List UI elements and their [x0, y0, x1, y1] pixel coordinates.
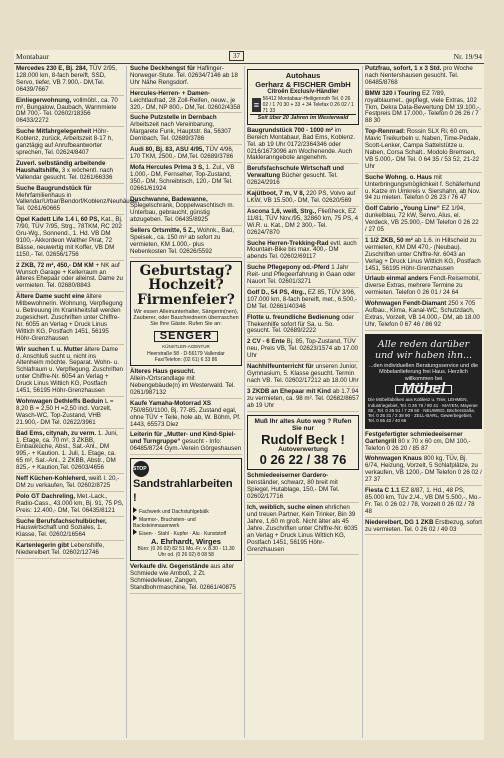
ad-title: Suche Berufsfachschulbücher,: [16, 517, 107, 525]
classified-ad: [365, 129, 482, 172]
ad-title: Opel Kadett Life 1.4 i, 60 PS,: [16, 216, 100, 224]
autohaus-address: 56412 Montabaur-Heiligenroth Tel. 0 26 02 / 1 70 30 + 33 + 34 Telefax 0 26 02 / 1 71 33: [262, 95, 354, 114]
classified-ad: [365, 66, 482, 89]
classified-ad: [16, 66, 124, 96]
ad-body: Mehrfamilienhaus in Vallendar/Urbar/Bendorf/Koblenz/Neuhäusel, Tel. 0261/60665: [16, 191, 140, 213]
ad-body: vollmöbl., ca. 70 m², Bungalow, Daubach, Warmmiete DM 700,- Tel. 02602/18356 06433/2272: [16, 96, 118, 125]
moebel-text: ...den individuellen Beratungsservice und die Möbelanlieferung frei Haus. Herzlich willkommen bei: [368, 362, 479, 382]
ad-body: unseren Junior, Gymnasium, 5. Klasse gesucht. Termin nach VB. Tel. 02602/17212 ab 18.00 Uhr: [247, 363, 359, 384]
beck-ad: [247, 415, 359, 471]
ad-title: Suche Wohng. o. Haus: [365, 173, 432, 181]
ad-title: Wohnwagen Dethleffs Beduin: [16, 397, 104, 405]
column-divider: [126, 66, 127, 738]
beck-phone: 0 26 22 / 38 76: [259, 452, 347, 468]
ad-title: Urlaub einmal anders: [365, 275, 428, 283]
senger-ad: [130, 261, 242, 366]
classified-ad: [365, 276, 482, 299]
classified-ad: [365, 432, 482, 455]
autohaus-since: Seit über 20 Jahren im Westerwald: [250, 114, 356, 122]
ad-title: 1 1/2 ZKB, 50 m²: [365, 236, 413, 244]
ad-body: Rossin SLX Ri; 60 cm, Mavic Treikurbeln u. Naben, Time-Pedale, Scott-Lenker, Campa Sattelstütze u. Naben, Corsa Schalt.. Modolo Bremsen, VB 5.000,- DM Tel. 0 64 35 / 53 52, 21-22 Uhr: [365, 128, 481, 170]
ad-title: Schmiedeeiserner Gardero-: [247, 472, 329, 480]
ad-title: 2 ZKB, 72 m², 450,- DM KM: [16, 261, 94, 269]
ad-body: Spiegelschrank, Doppelwaschtisch m. Unterbau, gebraucht, günstig abzugeben. Tel. 06435/8925: [130, 202, 235, 224]
ad-body: EZ 8/87, 1. Hd., 48 PS, 85.000 km, Tüv 2./4., VB DM 5.500,-, Mo.-Fr. Tel. 0 26 02 / 78, Vorzelt 0 26 02 / 78 48: [365, 487, 482, 515]
classified-ad: [365, 238, 482, 275]
ad-body: EZ 1/94, dunkelblau, 72 kW, Servo, Alus, el. Verdeck, VB 25.900,- DM Telefon 0 26 22 / 27 05: [365, 205, 479, 234]
ad-title: Duschwanne, Badewanne,: [130, 195, 208, 203]
beck-name: Rudolf Beck !: [261, 431, 345, 447]
ad-body: weiß I. 20,- DM zu verkaufen, Tel. 02602/8725: [16, 475, 120, 489]
ad-title: Verkaufe div. Gegenstände: [130, 563, 209, 571]
ad-body: benständer, schwarz, 80 breit mit Spiegel, Hutablage, 150,- DM Tel. 02602/17716: [247, 479, 340, 501]
classified-ad: [247, 166, 359, 189]
autohaus-brand: Citroën Exclusiv-Händler: [267, 89, 339, 95]
ad-body: ab 1.7.94 zu vermieten, ca. 98 m². Tel. 02682/8657 ab 19 Uhr: [247, 387, 360, 409]
classified-ad: [130, 369, 242, 399]
column-divider: [362, 66, 363, 738]
ad-title: Mercedes 230 E, Bj. 284,: [16, 65, 88, 72]
ad-body: Arbeitszeit nach Vereinbarung, Margarete Funk, Hauptstr. 8a, 56307 Dernbach, Tel. 02689/3786: [130, 121, 232, 143]
classified-ad: [16, 263, 124, 293]
ad-list: [130, 564, 242, 594]
newspaper-page: [14, 50, 484, 740]
column-divider: [244, 66, 245, 738]
classified-ad: [365, 520, 482, 536]
ad-title: Niederelbert, DG 1 ZKB: [365, 518, 434, 526]
classified-ad: [16, 294, 124, 344]
ad-title: Leiterin für „Mutter- und Kind-Spiel- und Turngruppe“: [130, 431, 236, 446]
ad-title: Wohnwagen Knaus: [365, 455, 422, 463]
ad-body: 250 x 705 Aufbau., Klima, Kanal-WC, Schutzdach, Extras, Vorzelt, VB 14.000,- DM, ab 18.00 Uhr, Telefon 0 67 46 / 86 92: [365, 300, 480, 328]
ad-body: ehrlichen und treuen Partner, Kein Trinker, Bin 39 Jahre, 1,60 m groß. Nicht älter als 45 Jahre. Zuschriften unter Chiffre-Nr. 6035 an Verlag + Druck Linus Wittich KG, Postfach 1451, 56195 Höhr-Grenzhausen: [247, 504, 358, 553]
ad-body: Fendt-Reisemobil, diverse Extras, mehrere Termine zu vermieten. Telefon 0 26 01 / 24 64: [365, 275, 480, 297]
ad-body: Bücher gesucht. Tel. 02624/2916: [247, 172, 338, 187]
ad-body: mit Unterbringungsmöglichkeit f. Schäferhund u. Katze im Umkreis v. Siershahn, ab Nov. 94 zu mieten. Telefon 0 26 23 / 76 47: [365, 173, 481, 202]
ad-body: gesucht - Info: 06485/8724 Gym.-Verein Görgeshausen: [130, 438, 242, 453]
ad-title: Ich, weiblich, suche einen: [247, 504, 323, 512]
sandstrahl-item: Eisen- · Stahl · Kupfer · Alu · Kunststoff: [133, 529, 239, 537]
ad-title: BMW 320 i Touring: [365, 89, 421, 97]
bullet-arrow-icon: [133, 529, 137, 535]
ad-title: Mofa Hercules Prima 3 S,: [130, 163, 204, 171]
classified-ad: [247, 290, 359, 313]
ad-title: Suche Deckhengst für: [130, 65, 196, 72]
classified-ad: [247, 364, 359, 387]
page-header: [14, 50, 484, 62]
classified-ad: [130, 66, 242, 89]
ad-title: Neff Küchen-Kohleherd,: [16, 475, 87, 483]
ad-body: 1 Jahr Reit- und Pflegeerfahrung in Gaan oder Nauort Tel. 02601/3271: [247, 264, 356, 286]
ad-title: Top-Rennrad:: [365, 128, 406, 136]
sandstrahl-item-list: [133, 507, 239, 537]
ad-body: Kat., Bj. 7/90, TÜV 7/95, Strg., 78TKM, RC 202 Gru-Wg., Sonnend., 1. Hd. VB DM 9100,- Akkordeon Walther Pirat, 72 Bässe, neuwertig mit Koffer, VB DM 1150,- Tel. 02656/1756: [16, 216, 123, 258]
ad-body: ältere Mitbewohnerin. Wohnung, Verpflegung u. Betreuung im Krankheitsfall werden zugesichert. Zuschriften unter Chiffre-Nr. 6055 an Verlag + Druck Linus Wittich KG, Postfach 1451, 56195 Höhr-Grenzhausen: [16, 293, 123, 342]
moebel-logo: Möbel: [395, 385, 452, 394]
stop-sign-icon: STOP: [133, 461, 149, 477]
ad-title: Wohnwagen Fendt-Diamant: [365, 300, 447, 308]
column-2: [130, 66, 242, 738]
senger-address: Heerstraße 58 · D-56179 Vallendar Fax/Telefon: (02 61) 6 33 86: [147, 351, 225, 364]
ad-title: Kajütboot, 7 m, V 8,: [247, 190, 305, 198]
ad-title: Ältere Dame sucht eine: [16, 293, 85, 301]
senger-logo: SENGER: [154, 331, 218, 342]
classified-ad: [247, 265, 359, 288]
issue-number: Nr. 19/94: [453, 52, 482, 61]
ad-title: Golf Cabrio „Young Line“: [365, 205, 440, 213]
sandstrahl-item: Fachwerk und Dachstuhlgebälk: [133, 507, 239, 515]
ad-title: Suche Baugrundstück für: [16, 184, 92, 192]
classified-ad: [16, 217, 124, 260]
senger-headline: Geburtstag? Hochzeit? Firmenfeier?: [137, 262, 235, 308]
moebel-address: Die Möbelfabriken aus Koblenz u. Trier, LEHMEN, Industriegebiet, Tel. 0 26 76 / 80 41 · MAYEN, Mayener Str., Tel. 0 26 51 / 7 29 50 · NEUWIED, Bücherstraße, Tel. 0 26 31 / 2 38 90 · ZELL-BARL, Gewerbegebiet, Tel. 0 65 42 / 40 66: [368, 397, 478, 424]
ad-title: 2 CV - 6 Ente: [247, 338, 285, 346]
moebel-headline: Alle reden darüber und wir haben ihn...: [374, 338, 473, 361]
ad-list: [247, 473, 359, 555]
sandstrahl-name: A. Ehrhardt, Wirges: [151, 537, 221, 547]
autohaus-row: [250, 96, 356, 114]
ad-list: [365, 432, 482, 536]
ad-body: ältere Dame d. Anschluß sucht u. nicht ins Altenheim möchte. Separat. Wohn- u. Schlafraum u. Verpflegung. Zuschriften unter Chiffre-Nr. 6054 an Verlag + Druck Linus Wittich KG, Postfach 1451, 56195 Höhr-Grenzhausen: [16, 345, 123, 395]
ad-title: Einliegerwohnung,: [16, 96, 72, 104]
ad-title: Ascona 1,6, weiß, Strg.,: [247, 207, 317, 215]
ad-title: Zuverl. selbständig arbeitende Haushaltshilfe,: [16, 159, 106, 174]
classified-ad: [16, 519, 124, 542]
header-town: Montabaur: [16, 52, 49, 61]
ad-body: Hauswirtschaft und Soziales, 1. Klasse, Tel. 02602/16564: [16, 524, 103, 539]
classified-ad: [247, 209, 359, 239]
ad-title: Golf D., 54 PS, 4trg.,: [247, 288, 307, 296]
sandstrahl-item: Marmor-, Bruchstein- und Backsteinmauerwerk: [133, 517, 196, 530]
senger-text: Wir essen Alleinunterhalter, Sängerin(nen), Zauberer, oder Bauchrednerin überraschen Sie Ihre Gäste. Rufen Sie an:: [133, 309, 239, 328]
ad-body: Haflinger-Norweger-Stute. Tel. 02634/7146 ab 18 Uhr Nähe Rengsdorf.: [130, 65, 238, 86]
classified-ad: [130, 91, 242, 114]
ad-body: 1. Zul., VB 1.000,- DM, Fernseher, Top-Zustand, 350,- DM, Schreibtisch, 120,- DM Tel. 02661/61924: [130, 163, 235, 192]
sandstrahl-hours: Büro: (0 26 02) 82 51 Mo.-Fr. v. 8.30 - 11.30 Uhr od. (0 26 02) 8 08 58: [137, 546, 235, 559]
ad-body: TÜV 2/95, 128.000 km, 8-fach bereift, SSD, Servo, tiefer, VB 7.900,- DM,Tel. 06439/7667: [16, 65, 118, 93]
classified-ad: [365, 206, 482, 236]
column-3: [247, 66, 359, 738]
citroen-logo-icon: ≡: [253, 99, 259, 110]
ad-title: Baugrundstück 700 - 1000 m²: [247, 126, 333, 134]
ad-body: oder Thekenhilfe sofort für Sa. u. So. gesucht. Tel. 02689/2222: [247, 313, 354, 335]
ad-body: 800 kg, TÜv, Bj. 6/74, Heizung, Vorzelt, 5 Schlafplätze, zu verkaufen, VB 1200,- DM Telefon 0 26 02 / 27 37: [365, 455, 482, 484]
classified-ad: [130, 165, 242, 195]
ad-title: Älteres Haus gesucht.: [130, 368, 195, 376]
classified-ad: [247, 128, 359, 165]
classified-ad: [365, 456, 482, 486]
header-rule: [14, 63, 484, 64]
ad-body: Erstbezug, sofort zu vermieten. Tel. 0 26 02 / 49 03: [365, 518, 482, 533]
classified-ad: [365, 175, 482, 205]
ad-title: Polo GT Dachreling,: [16, 492, 76, 500]
classified-ad: [130, 115, 242, 145]
ad-body: EZ 7/89, royalblaumet., gepflegt, viele Extras, 102 Tkm, Dekra Data-Bewertung DM 19.100,-, Festpreis DM 17.000,- Telefon 0 26 26 / 7 88 30: [365, 89, 481, 125]
ad-body: Bj. 85, Top-Zustand, TÜV neu, Preis VB, Tel. 02623/1574 ab 17.00 Uhr: [247, 338, 358, 360]
ad-title: Putzfrau, sofort, 1 x 3 Std.: [365, 65, 442, 72]
classified-ad: [247, 191, 359, 207]
ad-body: Höhr-Koblenz, zurück, Arbeitszeit 8-17 h, ganztägig auf Anrufbeantworter sprechen, Tel. 02624/8407: [16, 128, 113, 156]
ad-title: 3 ZKDB an Ehepaar mit Kind: [247, 387, 331, 395]
ad-title: Kartenlegerin gibt: [16, 542, 69, 550]
ad-title: Fiesta C 1.1: [365, 487, 400, 495]
ad-body: L = 8,20 B = 2,50 H =2,50 incl. Vorzelt, Wasch-WC, Top-Zustand, VHB 21.900,- DM Tel. 02622/3961: [16, 397, 114, 426]
classified-ad: [16, 184, 140, 216]
senger-sub: KÜNSTLER-AGENTUR: [162, 344, 210, 350]
ad-list: [365, 66, 482, 331]
ad-title: Flotte u. freundliche Bedienung: [247, 313, 340, 321]
classified-ad: [16, 476, 124, 492]
ad-list: [130, 369, 242, 455]
ad-body: 3 x wöchentl. nach Vallendar gesucht. Tel. 0261/66336: [16, 166, 113, 181]
classified-ad: [130, 197, 242, 227]
ad-title: Suche Herren-Trekking-Rad: [247, 239, 329, 247]
ad-body: 220 PS, Volvo auf LKW, VB 15.500,- DM, Tel. 02620/569: [247, 190, 356, 204]
autohaus-title: Autohaus: [285, 71, 321, 80]
classified-ad: [130, 432, 242, 455]
classified-ad: [16, 399, 124, 429]
ad-title: Sellers Ortsmitte, 5 Z.,: [130, 227, 196, 235]
classified-ad: [247, 315, 359, 338]
ad-list: [130, 66, 242, 258]
ad-body: Lebenshilfe, Niederelbert Tel. 02602/12746: [16, 542, 105, 557]
ad-body: pro Woche nach Nentershausen gesucht. Tel. 06485/8768: [365, 65, 473, 86]
ad-body: + NK auf Wunsch Garage + Kellerraum an älteres Ehepaar oder alleinst. Dame zu vermieten. Tel. 02680/8843: [16, 261, 123, 290]
classified-ad: [16, 161, 124, 184]
ad-title: Wir suchen f. u. Mutter: [16, 345, 83, 353]
beck-sub: Autoverwertung: [278, 445, 328, 453]
ad-title: Audi 80, Bj. 83, ASU 4/95,: [130, 146, 205, 154]
ad-title: Suche Mitfahrgelegenheit: [16, 128, 92, 136]
ad-body: ab 1.6. in Hillscheid zu vermieten, KM DM 470,- (Neubau). Zuschriften unter Chiffre-Nr. 6043 an Verlag + Druck Linus Wittich KG, Postfach 1451, 56195 Höhr-Grenzhausen: [365, 236, 481, 272]
autohaus-ad: [247, 69, 359, 125]
ad-body: 750/850/1100, Bj. 77-85, Zustand egal, ohne TÜV + Teile, hole ab, W. Böhm, Pf. 1443, 65573 Diez: [130, 406, 241, 428]
page-number: 37: [229, 51, 244, 61]
sandstrahl-ad: [130, 458, 242, 561]
ad-title: Berufsfachschule Wirtschaft und Verwaltung: [247, 165, 344, 180]
ad-body: Met.-Lack., Radio-Cass., 43.000 km, Bj. 91, 75 PS, Preis: 12.400,- DM, Tel. 06435/8121: [16, 492, 124, 514]
ad-title: Suche Putzstelle in Dernbach: [130, 114, 217, 122]
classified-ad: [247, 241, 359, 264]
sandstrahl-headline: Sandstrahlarbeiten !: [133, 478, 233, 505]
classified-ad: [247, 473, 359, 503]
classified-ad: [16, 494, 124, 517]
ad-title: Nachhilfeunterricht für: [247, 363, 314, 371]
ad-body: Allein-/Ortsrandlage mit Nebengebäude(n) im Westerwald. Tel. 0261/987132: [130, 375, 236, 396]
ad-body: EZ 85, TÜV 3/96, 107.000 km, 8-fach bereift, met., 6.500,- DM Tel. 02661/40346: [247, 288, 358, 310]
ad-list: [247, 128, 359, 412]
classified-ad: [365, 91, 482, 128]
ad-title: Kaufe Yamaha-Motorrad XS: [130, 399, 212, 407]
classified-ad: [247, 505, 359, 555]
autohaus-name: Gerharz & FISCHER GmbH: [255, 79, 351, 89]
classified-ad: [247, 389, 359, 412]
moebel-ad: [365, 334, 482, 429]
ad-body: 80 x 70 x 60 cm, DM 100,- Telefon 0 26 20 / 85 87: [365, 437, 471, 452]
classified-ad: [16, 543, 124, 559]
ad-body: 1. Juni, 1. Etage, ca. 70 m², 3 ZKBB, Einbauküche, Abst., Sat.-Anl., DM 995,- + Kaution. 1. Juli, 1. Etage, ca. 65 m², Sat.-Anl., 2 ZKBB, Abstr., DM 825,- + Kaution,Tel. 02603/4656: [16, 429, 118, 472]
ad-body: Leichtlaufrad, 28 Zoll-Reifen, neuw., je 320,- DM, NP 800,- DM,Tel. 02602/4358: [130, 96, 241, 111]
column-4: [365, 66, 482, 738]
classified-ad: [130, 147, 242, 163]
ad-body: evtl. auch Mountain-Bike bis max. 400,- DM abends Tel. 02602/69117: [247, 239, 357, 261]
classified-ad: [365, 488, 482, 518]
classified-ad: [130, 401, 242, 431]
classified-ad: [130, 228, 242, 258]
classified-ad: [16, 431, 124, 474]
bullet-arrow-icon: [133, 507, 137, 513]
classified-ad: [130, 564, 242, 594]
ad-title: Bad Ems, citynah, zu verm.: [16, 429, 97, 437]
classified-ad: [16, 347, 124, 397]
ad-body: Fließheck, EZ 11/81, TÜV Nov./95, 32860 km, 75 PS, 4 Wi.R. u. Kat., DM 2 300,- Tel. 02624/7870: [247, 207, 359, 236]
classified-ad: [365, 301, 482, 331]
ad-title: Suche Pflegepony od.-Pferd: [247, 264, 330, 272]
ad-body: im Bereich Montabaur, Bad Ems, Koblenz. Tel. ab 19 Uhr 0172/2364346 oder 0216/1673096 am Wochenende. Auch Makleranngebote angenehm.: [247, 126, 355, 162]
bullet-arrow-icon: [133, 515, 137, 521]
classified-ad: [16, 129, 124, 159]
beck-question: Muß Ihr altes Auto weg ? Rufen Sie nur: [254, 417, 352, 433]
classified-ad: [16, 98, 124, 128]
ad-title: Hercules-Herren- + Damen-: [130, 89, 210, 97]
ad-body: TÜV 4/96, 170 TKM, 2500,- DM,Tel. 02689/3786: [130, 146, 234, 160]
classified-ad: [247, 339, 359, 362]
ad-title: Festgefertigter schmiedeeiserner Gartengrill: [365, 430, 463, 445]
ad-body: Wohnk., Bad, Speisek., ca. 150 m² ab sofort zu vermieten, KM 1.000,- plus Nebenkosten Tel. 02626/5592: [130, 227, 235, 255]
ad-body: aus alter Schmiede wie Amboß, 2 Zt. Schmiedefeuer, Zangen, Standbohrmaschine, Tel. 02661/40875: [130, 563, 236, 591]
